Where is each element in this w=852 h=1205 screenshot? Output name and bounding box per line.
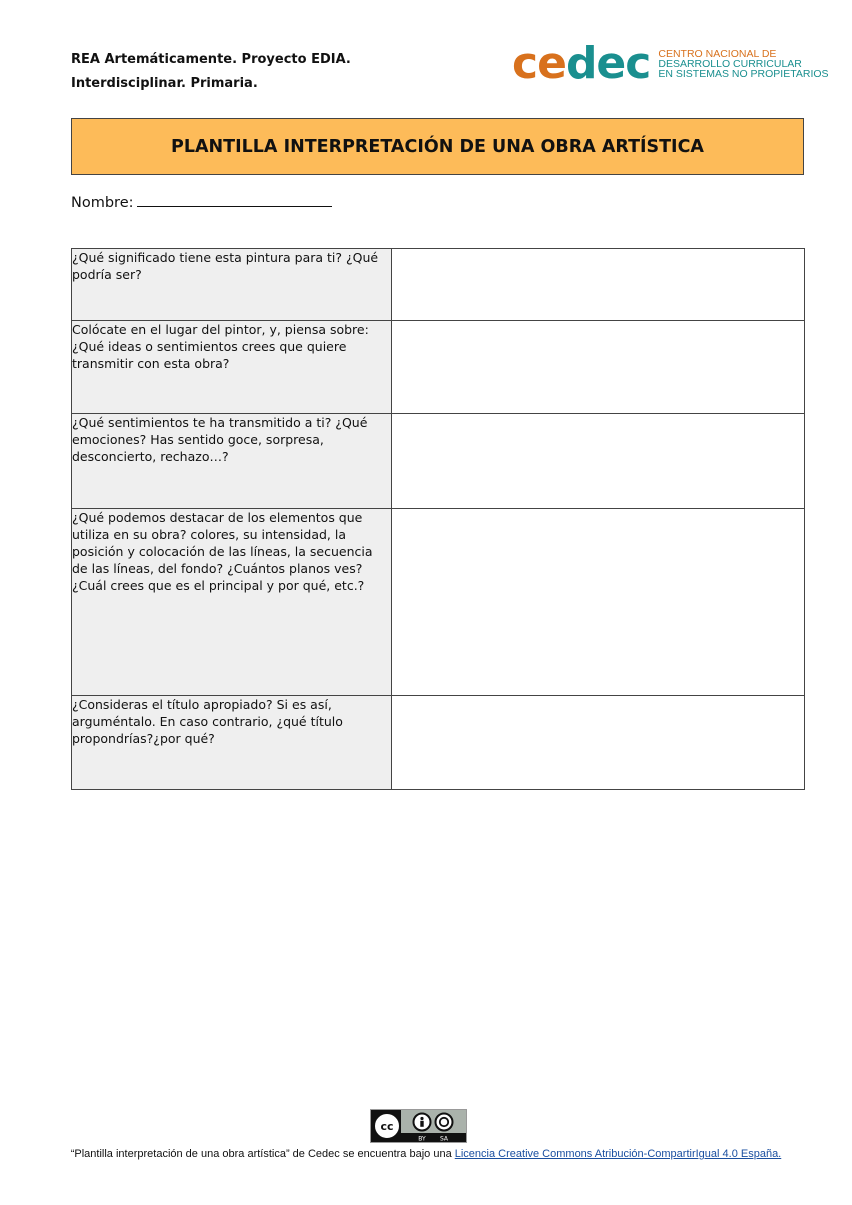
- name-field[interactable]: [71, 192, 332, 211]
- answer-cell[interactable]: [392, 249, 805, 321]
- license-link[interactable]: Licencia Creative Commons Atribución-CompartirIgual 4.0 España.: [454, 1148, 782, 1160]
- answer-cell[interactable]: [392, 509, 805, 696]
- logo-mark-ce: ce: [512, 38, 566, 89]
- badge-label-sa: SA: [439, 1135, 449, 1142]
- document-header: [71, 48, 351, 96]
- cedec-logo-mark: [512, 38, 651, 89]
- template-title: PLANTILLA INTERPRETACIÓN DE UNA OBRA ARTÍSTICA: [71, 118, 804, 175]
- table-row: [72, 696, 805, 790]
- table-row: [72, 509, 805, 696]
- cc-license-icon: [371, 1110, 466, 1142]
- questions-table: [71, 248, 805, 790]
- license-footer: [0, 1148, 852, 1160]
- table-row: [72, 249, 805, 321]
- cedec-logo-text: [658, 49, 828, 79]
- logo-mark-dec: dec: [565, 38, 651, 89]
- logo-text-line-2: DESARROLLO CURRICULAR: [658, 58, 802, 70]
- name-label: Nombre:: [71, 195, 134, 211]
- svg-text:cc: cc: [380, 1120, 394, 1133]
- license-attribution: “Plantilla interpretación de una obra artística” de Cedec se encuentra bajo una: [70, 1148, 455, 1160]
- question-cell: ¿Consideras el título apropiado? Si es así, arguméntalo. En caso contrario, ¿qué título propondrías?¿por qué?: [72, 696, 392, 790]
- cc-by-sa-badge: [370, 1109, 467, 1143]
- header-line-1: REA Artemáticamente. Proyecto EDIA.: [71, 52, 351, 67]
- logo-text-line-3: EN SISTEMAS NO PROPIETARIOS: [658, 68, 829, 80]
- badge-label-by: BY: [418, 1135, 426, 1142]
- header-line-2: Interdisciplinar. Primaria.: [71, 76, 258, 91]
- question-cell: ¿Qué podemos destacar de los elementos que utiliza en su obra? colores, su intensidad, la posición y colocación de las líneas, la secuencia de las líneas, del fondo? ¿Cuántos planos ves? ¿Cuál crees que es el principal y por qué, etc.?: [72, 509, 392, 696]
- answer-cell[interactable]: [392, 696, 805, 790]
- table-row: [72, 321, 805, 414]
- answer-cell[interactable]: [392, 321, 805, 414]
- logo-text-line-1: CENTRO NACIONAL DE: [658, 48, 777, 60]
- question-cell: ¿Qué sentimientos te ha transmitido a ti? ¿Qué emociones? Has sentido goce, sorpresa, desconcierto, rechazo…?: [72, 414, 392, 509]
- answer-cell[interactable]: [392, 414, 805, 509]
- table-row: [72, 414, 805, 509]
- name-blank-line[interactable]: [137, 192, 332, 207]
- question-cell: ¿Qué significado tiene esta pintura para ti? ¿Qué podría ser?: [72, 249, 392, 321]
- cedec-logo: [512, 38, 829, 89]
- question-cell: Colócate en el lugar del pintor, y, piensa sobre: ¿Qué ideas o sentimientos crees que quiere transmitir con esta obra?: [72, 321, 392, 414]
